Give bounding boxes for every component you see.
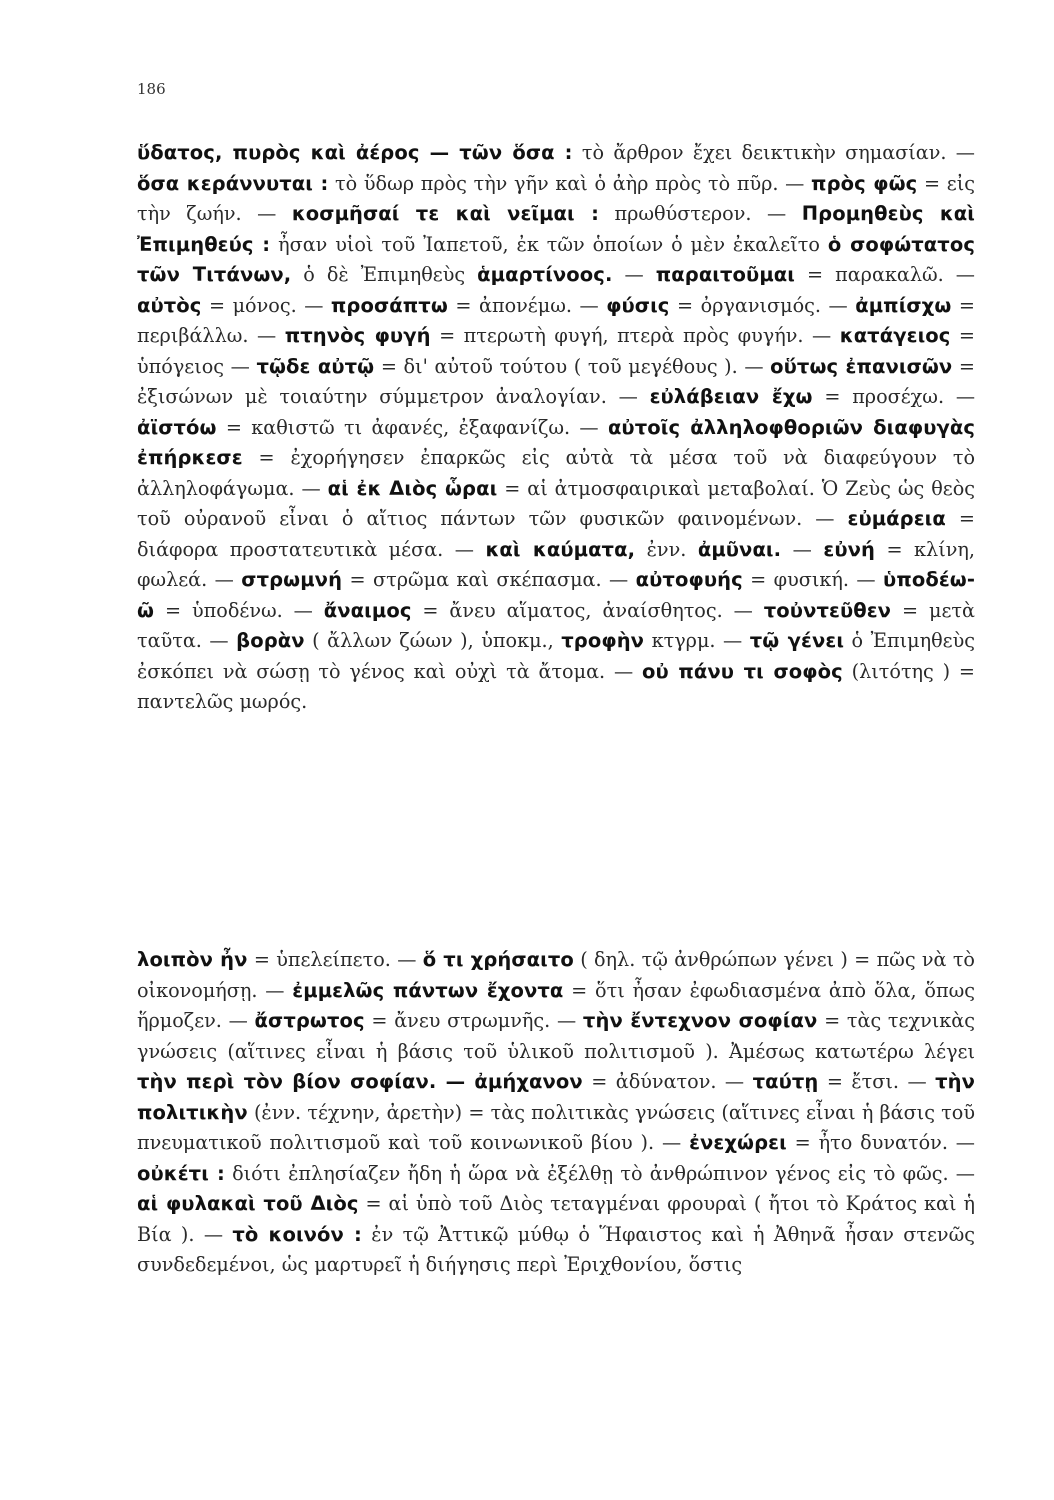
gloss-text: διότι ἐπλησίαζεν ἤδη ἡ ὥρα νὰ ἐξέλθῃ τὸ ἀνθρώπινον γένος εἰς τὸ φῶς. — <box>224 1161 975 1185</box>
lemma-term: ὁ σοφώτατος τῶν Τιτάνων, <box>137 232 975 286</box>
lemma-term: εὐμάρεια <box>847 507 946 530</box>
lemma-term: ὕδατος, πυρὸς καὶ ἀέρος — τῶν ὅσα : <box>137 141 573 164</box>
lemma-term: ἐμμελῶς πάντων ἔχοντα <box>292 978 564 1002</box>
lemma-term: στρωμνή <box>241 568 343 591</box>
gloss-text: = εἰς τὴν ζωήν. — <box>137 171 975 225</box>
lemma-term: ἀμπίσχω <box>855 293 952 317</box>
gloss-text: = περιβάλλω. — <box>137 293 976 347</box>
gloss-text: τὸ ὕδωρ πρὸς τὴν γῆν καὶ ὁ ἀὴρ πρὸς τὸ πῦρ. — <box>328 171 812 195</box>
lemma-term: αὐτοφυής <box>635 568 743 591</box>
commentary-paragraph-2 <box>137 945 975 1281</box>
lemma-term: προσάπτω <box>330 293 448 317</box>
gloss-text: = ὀργανισμός. — <box>669 293 856 317</box>
gloss-text: ὁ δὲ Ἐπιμηθεὺς <box>291 263 478 286</box>
lemma-term: αἱ φυλακαὶ τοῦ Διὸς <box>137 1192 359 1215</box>
lemma-term: κοσμῆσαί τε καὶ νεῖμαι : <box>291 202 599 225</box>
lemma-term: ὅ τι χρήσαιτο <box>422 948 574 971</box>
gloss-text: = ἐξισώνων μὲ τοιαύτην σύμμετρον ἀναλογίαν. — <box>137 354 975 408</box>
gloss-text: = ὑπόγειος — <box>137 324 976 378</box>
gloss-text: = ὅτι ἦσαν ἐφωδιασμένα ἀπὸ ὅλα, ὅπως ἥρμοζεν. — <box>137 978 975 1032</box>
lemma-term: ἄστρωτος <box>254 1009 365 1032</box>
lemma-term: ὑποδέω-ῶ <box>137 568 976 622</box>
lemma-term: πρὸς φῶς <box>811 171 918 195</box>
lemma-term: οὐ πάνυ τι σοφὸς <box>641 659 843 683</box>
lemma-term: ἄναιμος <box>323 598 412 622</box>
gloss-text: — <box>612 263 656 286</box>
lemma-term: βορὰν <box>236 629 305 652</box>
gloss-text: ὁ Ἐπιμηθεὺς ἐσκόπει νὰ σώσῃ τὸ γένος καὶ οὐχὶ τὰ ἄτομα. — <box>137 629 975 683</box>
gloss-text: ἐν τῷ Ἀττικῷ μύθῳ ὁ Ἥφαιστος καὶ ἡ Ἀθηνᾶ ἦσαν στενῶς συνδεδεμένοι, ὡς μαρτυρεῖ ἡ διήγησις περὶ Ἐριχθονίου, ὅστις <box>137 1222 975 1276</box>
gloss-text: = ἦτο δυνατόν. — <box>786 1131 975 1154</box>
gloss-text: (ἐνν. τέχνην, ἀρετὴν) = τὰς πολιτικὰς γνώσεις (αἵτινες εἶναι ἡ βάσις τοῦ πνευματικοῦ πολιτισμοῦ καὶ τοῦ κοινωνικοῦ βίου ). — <box>137 1100 975 1154</box>
gloss-text: = ἀδύνατον. — <box>582 1070 753 1093</box>
gloss-text: = ἐχορήγησεν ἐπαρκῶς εἰς αὐτὰ τὰ μέσα τοῦ νὰ διαφεύγουν τὸ ἀλληλοφάγωμα. — <box>137 446 975 500</box>
lemma-term: ταύτῃ <box>752 1070 819 1093</box>
gloss-text: = ὑποδένω. — <box>154 598 324 622</box>
gloss-text: = κλίνη, φωλεά. — <box>137 537 975 591</box>
lemma-term: τὸ κοινόν : <box>232 1222 362 1246</box>
gloss-text: ἐνν. <box>635 537 698 561</box>
gloss-text: ( ἄλλων ζώων ), ὑποκμ., <box>304 629 562 652</box>
commentary-paragraph-1 <box>137 138 975 718</box>
lemma-term: αἱ ἐκ Διὸς ὧραι <box>327 476 498 500</box>
gloss-text: ( δηλ. τῷ ἀνθρώπων γένει ) = πῶς νὰ τὸ οἰκονομήσῃ. — <box>137 948 975 1002</box>
lemma-term: λοιπὸν ἦν <box>137 948 248 971</box>
gloss-text: = δι' αὐτοῦ τούτου ( τοῦ μεγέθους ). — <box>374 354 771 378</box>
gloss-text: = ἄνευ στρωμνῆς. — <box>364 1009 583 1032</box>
gloss-text: = αἱ ἀτμοσφαιρικαὶ μεταβολαί. Ὁ Ζεὺς ὡς θεὸς τοῦ οὐρανοῦ εἶναι ὁ αἴτιος πάντων τῶν φυσικῶν φαινομένων. — <box>137 476 975 530</box>
lemma-term: τροφὴν <box>561 629 645 652</box>
lemma-term: πτηνὸς φυγή <box>284 324 431 347</box>
lemma-term: τοὐντεῦθεν <box>763 598 892 622</box>
lemma-term: κατάγειος <box>839 324 951 347</box>
gloss-text: = αἱ ὑπὸ τοῦ Διὸς τεταγμέναι φρουραὶ ( ἤτοι τὸ Κράτος καὶ ἡ Βία ). — <box>137 1192 975 1246</box>
lemma-term: Προμηθεὺς καὶ Ἐπιμηθεύς : <box>137 202 975 256</box>
gloss-text: = ὑπελείπετο. — <box>247 948 423 971</box>
gloss-text: = στρῶμα καὶ σκέπασμα. — <box>342 568 636 591</box>
gloss-text: = ἔτσι. — <box>818 1070 936 1093</box>
gloss-text: (λιτότης ) = παντελῶς μωρός. <box>137 659 975 713</box>
lemma-term: παραιτοῦμαι <box>655 263 795 286</box>
gloss-text: = διάφορα προστατευτικὰ μέσα. — <box>137 507 975 561</box>
lemma-term: οὕτως ἐπανισῶν <box>770 354 953 378</box>
lemma-term: εὐνή <box>823 537 875 561</box>
gloss-text: τὸ ἄρθρον ἔχει δεικτικὴν σημασίαν. — <box>572 141 975 164</box>
gloss-text: = φυσική. — <box>742 568 884 591</box>
gloss-text: ἦσαν υἱοὶ τοῦ Ἰαπετοῦ, ἐκ τῶν ὁποίων ὁ μὲν ἐκαλεῖτο <box>270 232 828 256</box>
gloss-text: = ἀπονέμω. — <box>447 293 607 317</box>
gloss-text: — <box>781 537 824 561</box>
gloss-text: κτγρμ. — <box>644 629 750 652</box>
lemma-term: καὶ καύματα, <box>485 537 636 561</box>
lemma-term: τὴν ἔντεχνον σοφίαν <box>582 1009 818 1032</box>
gloss-text: = μόνος. — <box>201 293 331 317</box>
lemma-term: ἁμαρτίνοος. <box>477 263 613 286</box>
lemma-term: ἀϊστόω <box>137 415 217 439</box>
lemma-term: εὐλάβειαν ἔχω <box>649 385 813 408</box>
gloss-text: = παρακαλῶ. — <box>794 263 975 286</box>
gloss-text: = μετὰ ταῦτα. — <box>137 598 975 652</box>
lemma-term: τὴν περὶ τὸν βίον σοφίαν. — ἀμήχανον <box>137 1070 583 1093</box>
lemma-term: τὴν πολιτικὴν <box>137 1070 975 1124</box>
lemma-term: τῷδε αὐτῷ <box>256 354 375 378</box>
lemma-term: οὐκέτι : <box>137 1161 225 1185</box>
page-number: 186 <box>137 80 166 98</box>
gloss-text: = ἄνευ αἵματος, ἀναίσθητος. — <box>411 598 764 622</box>
gloss-text: = πτερωτὴ φυγή, πτερὰ πρὸς φυγήν. — <box>430 324 840 347</box>
lemma-term: ὅσα κεράννυται : <box>137 171 329 195</box>
lemma-term: αὐτοῖς ἀλληλοφθοριῶν διαφυγὰς ἐπήρκεσε <box>137 415 975 469</box>
lemma-term: τῷ γένει <box>749 629 845 652</box>
gloss-text: = τὰς τεχνικὰς γνώσεις (αἵτινες εἶναι ἡ βάσις τοῦ ὑλικοῦ πολιτισμοῦ ). Ἀμέσως κατωτέρω λέγει <box>137 1009 975 1063</box>
gloss-text: = καθιστῶ τι ἀφανές, ἐξαφανίζω. — <box>216 415 608 439</box>
lemma-term: ἀμῦναι. <box>697 537 782 561</box>
lemma-term: φύσις <box>606 293 670 317</box>
gloss-text: = προσέχω. — <box>812 385 976 408</box>
lemma-term: ἐνεχώρει <box>689 1131 787 1154</box>
lemma-term: αὐτὸς <box>137 293 202 317</box>
gloss-text: πρωθύστερον. — <box>598 202 802 225</box>
